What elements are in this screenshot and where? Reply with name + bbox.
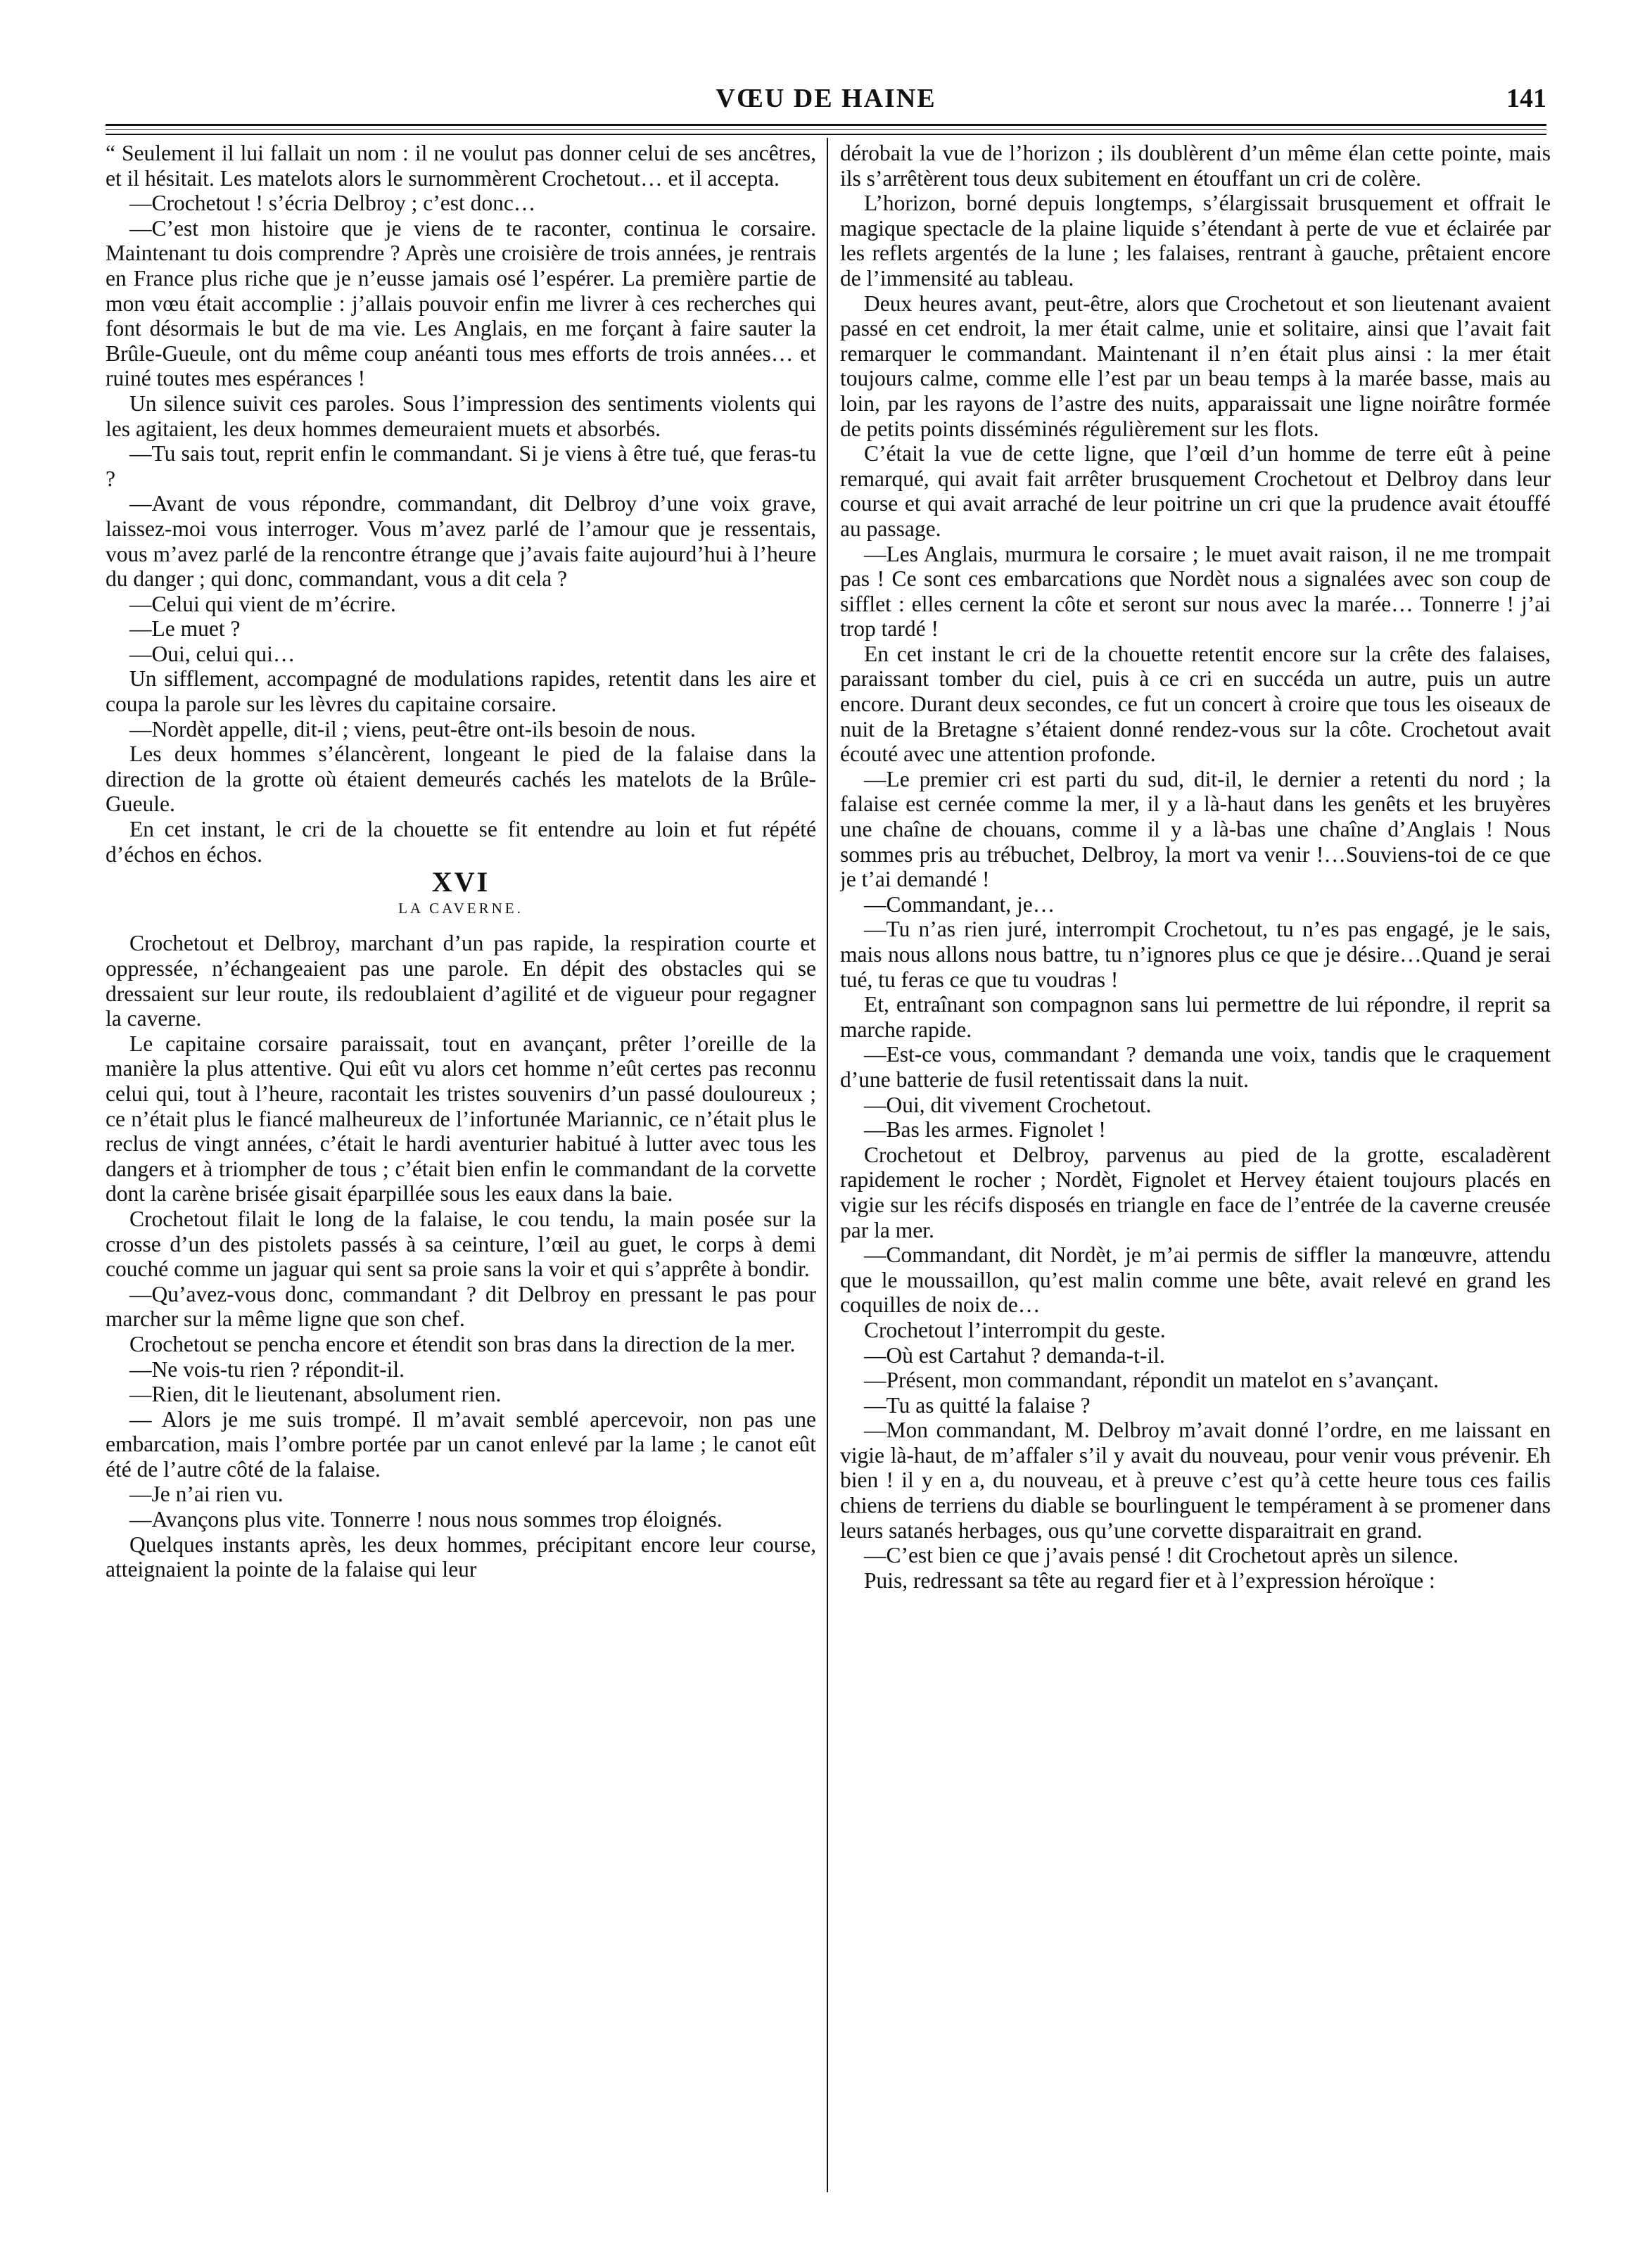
paragraph: Crochetout et Delbroy, marchant d’un pas rapide, la respiration courte et oppressée, n’échangeaient pas une parole. En dépit des obstacles qui se dressaient sur leur route, ils redoublaient d’agilité et de vigueur pour regagner la caverne. xyxy=(106,931,816,1031)
paragraph: —Les Anglais, murmura le corsaire ; le muet avait raison, il ne me trompait pas ! Ce sont ces embarcations que Nordèt nous a signalées avec son coup de sifflet : elles cernent la côte et seront sur nous avec la marée… Tonnerre ! j’ai trop tardé ! xyxy=(840,541,1551,642)
paragraph: Puis, redressant sa tête au regard fier et à l’expression héroïque : xyxy=(864,1567,1435,1593)
paragraph: —Le premier cri est parti du sud, dit-il, le dernier a retenti du nord ; la falaise est cernée comme la mer, il y a là-haut dans les genêts et les bruyères une chaîne de chouans, comme il y a là-bas une chaîne d’Anglais ! Nous sommes pris au trébuchet, Delbroy, la mort va venir !…Souviens-toi de ce que je t’ai demandé ! xyxy=(840,766,1551,892)
paragraph: Crochetout et Delbroy, parvenus au pied de la grotte, escaladèrent rapidement le rocher ; Nordèt, Fignolet et Hervey étaient toujours placés en vigie sur les récifs disposés en triangle en face de l’entrée de la caverne creusée par la mer. xyxy=(840,1142,1551,1242)
paragraph: —Tu n’as rien juré, interrompit Crochetout, tu n’es pas engagé, je le sais, mais nous allons nous battre, tu n’ignores plus ce que je désire…Quand je serai tué, tu feras ce que tu voudras ! xyxy=(840,917,1551,992)
header-rule-lower xyxy=(106,134,1546,135)
paragraph: —Avançons plus vite. Tonnerre ! nous nous sommes trop éloignés. xyxy=(129,1507,723,1532)
header-rule-thin xyxy=(106,129,1546,130)
paragraph: —Ne vois-tu rien ? répondit-il. xyxy=(129,1356,405,1382)
paragraph: Le capitaine corsaire paraissait, tout en avançant, prêter l’oreille de la manière la plus attentive. Qui eût vu alors cet homme n’eût certes pas reconnu celui qui, tout à l’heure, racontait les tristes souvenirs d’un passé douloureux ; ce n’était plus le fiancé malheureux de l’infortunée Mariannic, ce n’était plus le reclus de vingt années, c’était le hardi aventurier habitué à lutter avec tous les dangers et à triompher de tous ; c’était bien enfin le commandant de la corvette dont la carène brisée gisait éparpillée sous les eaux dans la baie. xyxy=(106,1031,816,1207)
page-number: 141 xyxy=(1506,84,1546,113)
paragraph: —C’est bien ce que j’avais pensé ! dit Crochetout après un silence. xyxy=(864,1543,1459,1568)
paragraph: Crochetout se pencha encore et étendit son bras dans la direction de la mer. xyxy=(129,1331,796,1356)
paragraph: En cet instant le cri de la chouette retentit encore sur la crête des falaises, paraissant tomber du ciel, puis à ce cri en succéda un autre, puis un autre encore. Durant deux secondes, ce fut un concert à croire que tous les oiseaux de nuit de la Bretagne s’étaient donné rendez-vous sur la côte. Crochetout avait écouté avec une attention profonde. xyxy=(840,641,1551,767)
paragraph-continuation: dérobait la vue de l’horizon ; ils doublèrent d’un même élan cette pointe, mais ils s’arrêtèrent tous deux subitement en étouffant un cri de colère. xyxy=(840,141,1551,191)
paragraph: —Est-ce vous, commandant ? demanda une voix, tandis que le craquement d’une batterie de fusil retentissait dans la nuit. xyxy=(840,1042,1551,1092)
paragraph: “ Seulement il lui fallait un nom : il ne voulut pas donner celui de ses ancêtres, et il hésitait. Les matelots alors le surnommèrent Crochetout… et il accepta. xyxy=(106,141,816,191)
column-divider xyxy=(827,138,828,2192)
paragraph: En cet instant, le cri de la chouette se fit entendre au loin et fut répété d’échos en échos. xyxy=(106,817,816,867)
paragraph: —Commandant, dit Nordèt, je m’ai permis de siffler la manœuvre, attendu que le moussaillon, qu’est malin comme une bête, avait relevé en grand les coquilles de noix de… xyxy=(840,1242,1551,1318)
paragraph: —Bas les armes. Fignolet ! xyxy=(864,1117,1106,1143)
paragraph: — Alors je me suis trompé. Il m’avait semblé apercevoir, non pas une embarcation, mais l’ombre portée par un canot enlevé par la lame ; le canot eût été de l’autre côté de la falaise. xyxy=(106,1406,816,1482)
paragraph: C’était la vue de cette ligne, que l’œil d’un homme de terre eût à peine remarqué, qui avait fait arrêter brusquement Crochetout et Delbroy dans leur course et qui avait arraché de leur poitrine un cri que la prudence avait étouffé au passage. xyxy=(840,441,1551,541)
paragraph: Quelques instants après, les deux hommes, précipitant encore leur course, atteignaient la pointe de la falaise qui leur xyxy=(106,1532,816,1582)
paragraph: —Avant de vous répondre, commandant, dit Delbroy d’une voix grave, laissez-moi vous interroger. Vous m’avez parlé de l’amour que je ressentais, vous m’avez parlé de la rencontre étrange que j’avais faite aujourd’hui à l’heure du danger ; qui donc, commandant, vous a dit cela ? xyxy=(106,491,816,592)
left-column xyxy=(106,141,816,2195)
paragraph: Crochetout l’interrompit du geste. xyxy=(864,1317,1166,1342)
paragraph: —Tu sais tout, reprit enfin le commandant. Si je viens à être tué, que feras-tu ? xyxy=(106,441,816,491)
paragraph: Deux heures avant, peut-être, alors que Crochetout et son lieutenant avaient passé en cet endroit, la mer était calme, unie et solitaire, ainsi que l’avait fait remarquer le commandant. Maintenant il n’en était plus ainsi : la mer était toujours calme, comme elle l’est par un beau temps à la marée basse, mais au loin, par les rayons de l’astre des nuits, apparaissait une ligne noirâtre formée de petits points disséminés régulièrement sur les flots. xyxy=(840,291,1551,441)
paragraph: —Présent, mon commandant, répondit un matelot en s’avançant. xyxy=(864,1368,1440,1393)
paragraph: —Le muet ? xyxy=(129,616,241,642)
chapter-number: XVI xyxy=(431,866,490,898)
paragraph: —Nordèt appelle, dit-il ; viens, peut-être ont-ils besoin de nous. xyxy=(129,716,696,742)
paragraph: —Oui, dit vivement Crochetout. xyxy=(864,1092,1152,1117)
paragraph: Un sifflement, accompagné de modulations rapides, retentit dans les aire et coupa la parole sur les lèvres du capitaine corsaire. xyxy=(106,666,816,717)
paragraph: —Commandant, je… xyxy=(864,891,1055,917)
paragraph: Les deux hommes s’élancèrent, longeant le pied de la falaise dans la direction de la grotte où étaient demeurés cachés les matelots de la Brûle-Gueule. xyxy=(106,742,816,817)
paragraph: —Où est Cartahut ? demanda-t-il. xyxy=(864,1342,1165,1368)
paragraph: —C’est mon histoire que je viens de te raconter, continua le corsaire. Maintenant tu dois comprendre ? Après une croisière de trois années, je rentrais en France plus riche que je n’eusse jamais osé l’espérer. La première partie de mon vœu était accomplie : j’allais pouvoir enfin me livrer à ces recherches qui font désormais le but de ma vie. Les Anglais, en me forçant à faire sauter la Brûle-Gueule, ont du même coup anéanti tous mes efforts de trois années… et ruiné toutes mes espérances ! xyxy=(106,215,816,391)
page-header xyxy=(106,83,1546,125)
paragraph: —Mon commandant, M. Delbroy m’avait donné l’ordre, en me laissant en vigie là-haut, de m’affaler s’il y avait du nouveau, pour venir vous prévenir. Eh bien ! il y en a, du nouveau, et à preuve c’est qu’à cette heure tous ces failis chiens de terriens du diable se bourlinguent le tempérament à se promener dans leurs satanés herbages, ous qu’une corvette disparaitrait en grand. xyxy=(840,1418,1551,1543)
paragraph: —Rien, dit le lieutenant, absolument rien. xyxy=(129,1382,502,1407)
paragraph: —Crochetout ! s’écria Delbroy ; c’est donc… xyxy=(129,191,536,216)
paragraph: —Je n’ai rien vu. xyxy=(129,1482,284,1507)
right-column xyxy=(840,141,1551,2195)
paragraph: —Celui qui vient de m’écrire. xyxy=(129,591,396,616)
header-rule xyxy=(106,124,1546,126)
paragraph: Crochetout filait le long de la falaise, le cou tendu, la main posée sur la crosse d’un des pistolets passés à sa ceinture, l’œil au guet, le corps à demi couché comme un jaguar qui sent sa proie sans la voir et qui s’apprête à bondir. xyxy=(106,1206,816,1282)
paragraph: L’horizon, borné depuis longtemps, s’élargissait brusquement et offrait le magique spectacle de la plaine liquide s’étendant à perte de vue et éclairée par les reflets argentés de la lune ; les falaises, rentrant à gauche, prêtaient encore de l’immensité au tableau. xyxy=(840,191,1551,291)
running-title: VŒU DE HAINE xyxy=(716,84,936,113)
paragraph: —Oui, celui qui… xyxy=(129,641,296,666)
paragraph: Un silence suivit ces paroles. Sous l’impression des sentiments violents qui les agitaient, les deux hommes demeuraient muets et absorbés. xyxy=(106,390,816,441)
paragraph: —Qu’avez-vous donc, commandant ? dit Delbroy en pressant le pas pour marcher sur la même ligne que son chef. xyxy=(106,1281,816,1332)
paragraph: —Tu as quitté la falaise ? xyxy=(864,1392,1091,1418)
paragraph: Et, entraînant son compagnon sans lui permettre de lui répondre, il reprit sa marche rapide. xyxy=(840,992,1551,1042)
chapter-title: LA CAVERNE. xyxy=(398,899,523,917)
